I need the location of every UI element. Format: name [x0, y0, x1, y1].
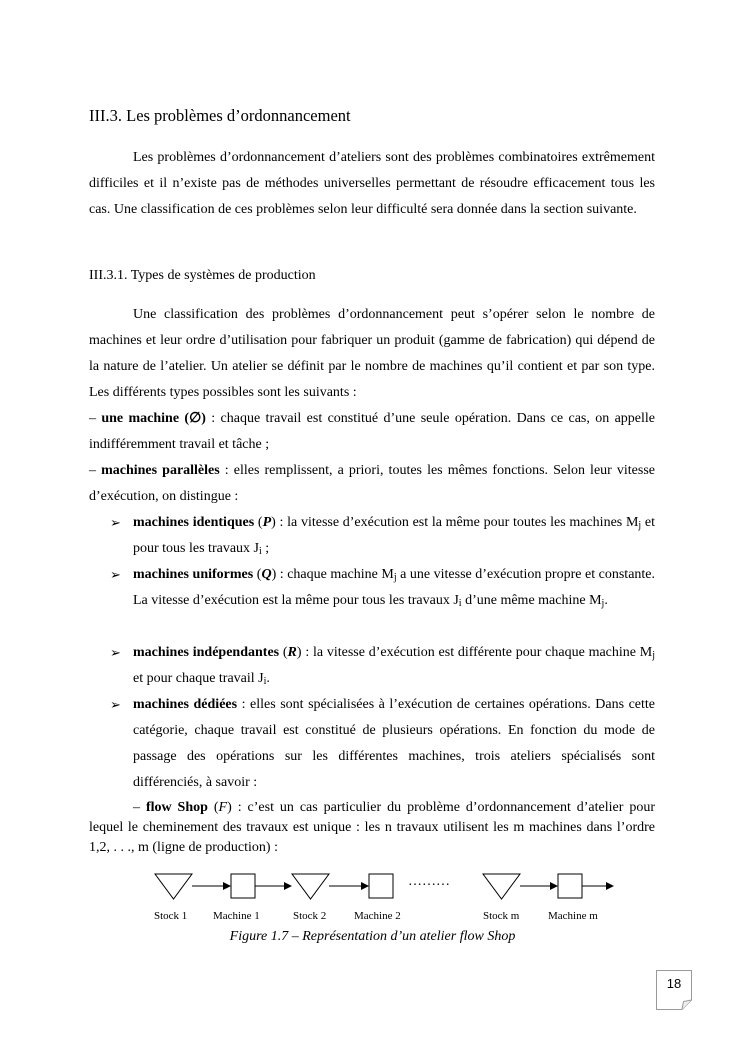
- flow-shop-text: : c’est un cas particulier du problème d’ordonnancement d’atelier pour lequel le cheminement des travaux est unique : les n travaux utilisent les m machines dans l’ordre 1,2, . . ., m (ligne de production) :: [89, 800, 656, 855]
- machine-m-box: [558, 874, 582, 898]
- arrow-bullet-icon: ➢: [110, 567, 121, 582]
- dedicated-machines-text: : elles sont spécialisées à l’exécution de certaines opérations. Dans cette catégorie, chaque travail est constitué de plusieurs opérations. En fonction du mode de passage des opérations sur les différentes machines, trois ateliers spécialisés sont différenciés, à savoir :: [133, 697, 655, 790]
- arrow-bullet-icon: ➢: [110, 515, 121, 530]
- one-machine-symbol: ∅: [189, 411, 202, 426]
- flow-shop-label: flow Shop: [145, 800, 208, 815]
- uniform-machines-item: machines uniformes (Q) : chaque machine $M_j$ a une vitesse d’exécution propre et constante. La vitesse d’exécution est la même pour tous les travaux $J_i$ d’une même machine $M_j$.: [133, 567, 656, 609]
- diagram-ellipsis: ………: [408, 874, 450, 889]
- arrow-bullet-icon: ➢: [110, 697, 121, 712]
- flow-shop-symbol: F: [218, 800, 228, 815]
- identical-machines-label: machines identiques: [133, 515, 255, 530]
- one-machine-item: – une machine (∅) : chaque travail est constitué d’une seule opération. Dans ce cas, on appelle indifféremment travail et tâche ;: [89, 411, 655, 452]
- independent-symbol: R: [287, 645, 297, 660]
- parallel-machines-text: : elles remplissent, a priori, toutes les mêmes fonctions. Selon leur vitesse d’exécution, on distingue :: [89, 463, 656, 504]
- identical-symbol: P: [262, 515, 272, 530]
- section-intro-paragraph: Les problèmes d’ordonnancement d’ateliers sont des problèmes combinatoires extrêmement difficiles et il n’existe pas de méthodes universelles permettant de résoudre efficacement tous les cas. Une classification de ces problèmes selon leur difficulté sera donnée dans la section suivante.: [89, 150, 655, 217]
- machine-1-box: [231, 874, 255, 898]
- flow-shop-diagram: [150, 868, 620, 930]
- arrow-bullet-icon: ➢: [110, 645, 121, 660]
- stock-m-label: Stock m: [483, 910, 520, 922]
- machine-2-box: [369, 874, 393, 898]
- dedicated-machines-label: machines dédiées: [133, 697, 238, 712]
- subsection-intro-paragraph: Une classification des problèmes d’ordonnancement peut s’opérer selon le nombre de machines et leur ordre d’utilisation pour fabriquer un produit (gamme de fabrication) qui dépend de la nature de l’atelier. Un atelier se définit par le nombre de machines qu’il contient et par son type. Les différents types possibles sont les suivants :: [89, 307, 655, 400]
- parallel-machines-label: machines parallèles: [101, 463, 220, 478]
- machine-1-label: Machine 1: [213, 910, 260, 922]
- stock-2-label: Stock 2: [293, 910, 327, 922]
- stock-m-triangle: [483, 874, 520, 899]
- page-number: 18: [666, 976, 682, 991]
- machine-m-label: Machine m: [548, 910, 598, 922]
- stock-1-triangle: [155, 874, 192, 899]
- uniform-symbol: Q: [261, 567, 272, 582]
- section-heading: III.3. Les problèmes d’ordonnancement: [89, 106, 351, 125]
- subsection-heading: III.3.1. Types de systèmes de production: [89, 268, 316, 283]
- machine-2-label: Machine 2: [354, 910, 401, 922]
- one-machine-label: une machine (: [101, 411, 190, 426]
- figure-caption: Figure 1.7 – Représentation d’un atelier flow Shop: [229, 929, 516, 944]
- uniform-machines-label: machines uniformes: [133, 567, 254, 582]
- independent-machines-label: machines indépendantes: [133, 645, 280, 660]
- one-machine-text: : chaque travail est constitué d’une seule opération. Dans ce cas, on appelle indifféremment travail et tâche ;: [89, 411, 655, 452]
- flow-shop-item: – flow Shop (F) : c’est un cas particulier du problème d’ordonnancement d’atelier pour lequel le cheminement des travaux est unique : les n travaux utilisent les m machines dans l’ordre 1,2, . . ., m (ligne de production) :: [89, 800, 656, 855]
- identical-machines-item: machines identiques (P) : la vitesse d’exécution est la même pour toutes les machines $M_j$ et pour tous les travaux $J_i$ ;: [133, 515, 656, 557]
- stock-1-label: Stock 1: [154, 910, 188, 922]
- dedicated-machines-item: [133, 692, 655, 796]
- parallel-machines-item: – machines parallèles : elles remplissent, a priori, toutes les mêmes fonctions. Selon leur vitesse d’exécution, on distingue :: [89, 463, 656, 504]
- stock-2-triangle: [292, 874, 329, 899]
- independent-machines-item: machines indépendantes (R) : la vitesse d’exécution est différente pour chaque machine $M_j$ et pour chaque travail $J_i$.: [133, 645, 655, 687]
